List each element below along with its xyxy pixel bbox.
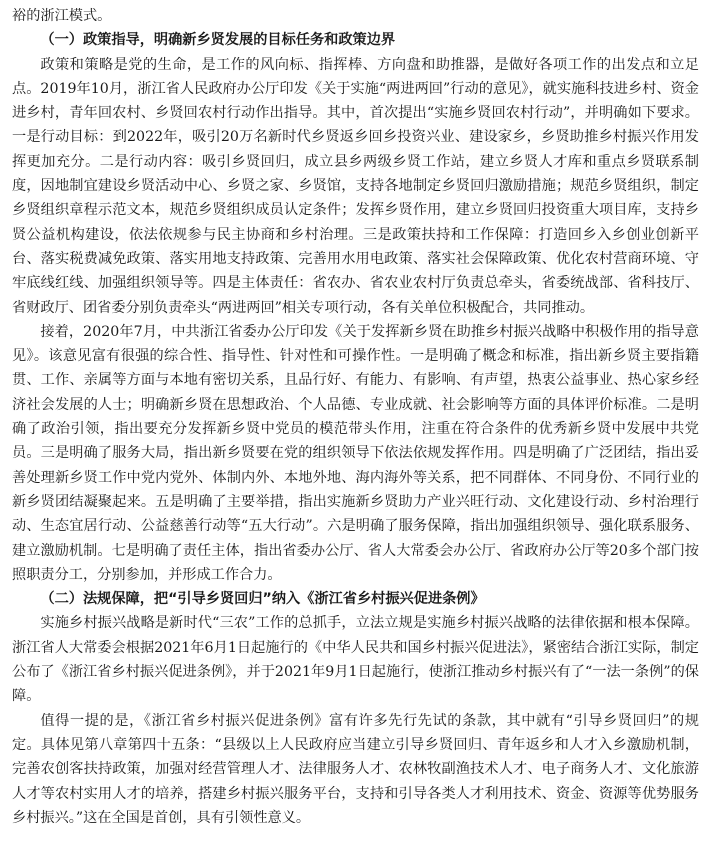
- leading-text: 裕的浙江模式。: [12, 8, 112, 24]
- paragraph-guidance-opinion: 接着，2020年7月，中共浙江省委办公厅印发《关于发挥新乡贤在助推乡村振兴战略中积极作用的指导意见》。该意见富有很强的综合性、指导性、针对性和可操作性。一是明确了概念和标准，指出新乡贤主要指籍贯、工作、亲属等方面与本地有密切关系，且品行好、有能力、有影响、有声望，热衷公益事业、热心家乡经济社会发展的人士；明确新乡贤在思想政治、个人品德、专业成就、社会影响等方面的具体评价标准。二是明确了政治引领，指出要充分发挥新乡贤中党员的模范带头作用，注重在符合条件的优秀新乡贤中发展中共党员。三是明确了服务大局，指出新乡贤要在党的组织领导下依法依规发挥作用。四是明确了广泛团结，指出妥善处理新乡贤工作中党内党外、体制内外、本地外地、海内海外等关系，把不同群体、不同身份、不同行业的新乡贤团结凝聚起来。五是明确了主要举措，指出实施新乡贤助力产业兴旺行动、文化建设行动、乡村治理行动、生态宜居行动、公益慈善行动等“五大行动”。六是明确了服务保障，指出加强组织领导、强化联系服务、建立激励机制。七是明确了责任主体，指出省委办公厅、省人大常委会办公厅、省政府办公厅等20多个部门按照职责分工，分别参加，并形成工作合力。: [12, 323, 699, 583]
- paragraph-article-45: 值得一提的是，《浙江省乡村振兴促进条例》富有许多先行先试的条款，其中就有“引导乡贤回归”的规定。具体见第八章第四十五条：“县级以上人民政府应当建立引导乡贤回归、青年返乡和人才入乡激励机制，完善农创客扶持政策，加强对经营管理人才、法律服务人才、农林牧副渔技术人才、电子商务人才、文化旅游人才等农村实用人才的培养，搭建乡村振兴服务平台，支持和引导各类人才利用技术、资金、资源等优势服务乡村振兴。”这在全国是首创，具有引领性意义。: [12, 712, 699, 826]
- section-heading-legal-guarantee: （二）法规保障，把“引导乡贤回归”纳入《浙江省乡村振兴促进条例》: [40, 591, 485, 608]
- paragraph-regulation-intro: 实施乡村振兴战略是新时代“三农”工作的总抓手，立法立规是实施乡村振兴战略的法律依据和根本保障。浙江省人大常委会根据2021年6月1日起施行的《中华人民共和国乡村振兴促进法》，紧密结合浙江实际，制定公布了《浙江省乡村振兴促进条例》，并于2021年9月1日起施行，使浙江推动乡村振兴有了“一法一条例”的保障。: [12, 615, 699, 705]
- paragraph-policy-intro: 政策和策略是党的生命，是工作的风向标、指挥棒、方向盘和助推器，是做好各项工作的出发点和立足点。2019年10月，浙江省人民政府办公厅印发《关于实施“两进两回”行动的意见》，就实施科技进乡村、资金进乡村，青年回农村、乡贤回农村行动作出指导。其中，首次提出“实施乡贤回农村行动”，并明确如下要求。一是行动目标：到2022年，吸引20万名新时代乡贤返乡回乡投资兴业、建设家乡，乡贤助推乡村振兴作用发挥更加充分。二是行动内容：吸引乡贤回归，成立县乡两级乡贤工作站，建立乡贤人才库和重点乡贤联系制度，因地制宜建设乡贤活动中心、乡贤之家、乡贤馆，支持各地制定乡贤回归激励措施；规范乡贤组织，制定乡贤组织章程示范文本，规范乡贤组织成员认定条件；发挥乡贤作用，建立乡贤回归投资重大项目库，支持乡贤公益机构建设，依法依规参与民主协商和乡村治理。三是政策扶持和工作保障：打造回乡入乡创业创新平台、落实税费减免政策、落实用地支持政策、完善用水用电政策、落实社会保障政策、优化农村营商环境、守牢底线红线、加强组织领导等。四是主体责任：省农办、省农业农村厅负责总牵头，省委统战部、省科技厅、省财政厅、团省委分别负责牵头“两进两回”相关专项行动，各有关单位积极配合，共同推动。: [12, 56, 699, 316]
- section-heading-policy-guidance: （一）政策指导，明确新乡贤发展的目标任务和政策边界: [40, 32, 396, 49]
